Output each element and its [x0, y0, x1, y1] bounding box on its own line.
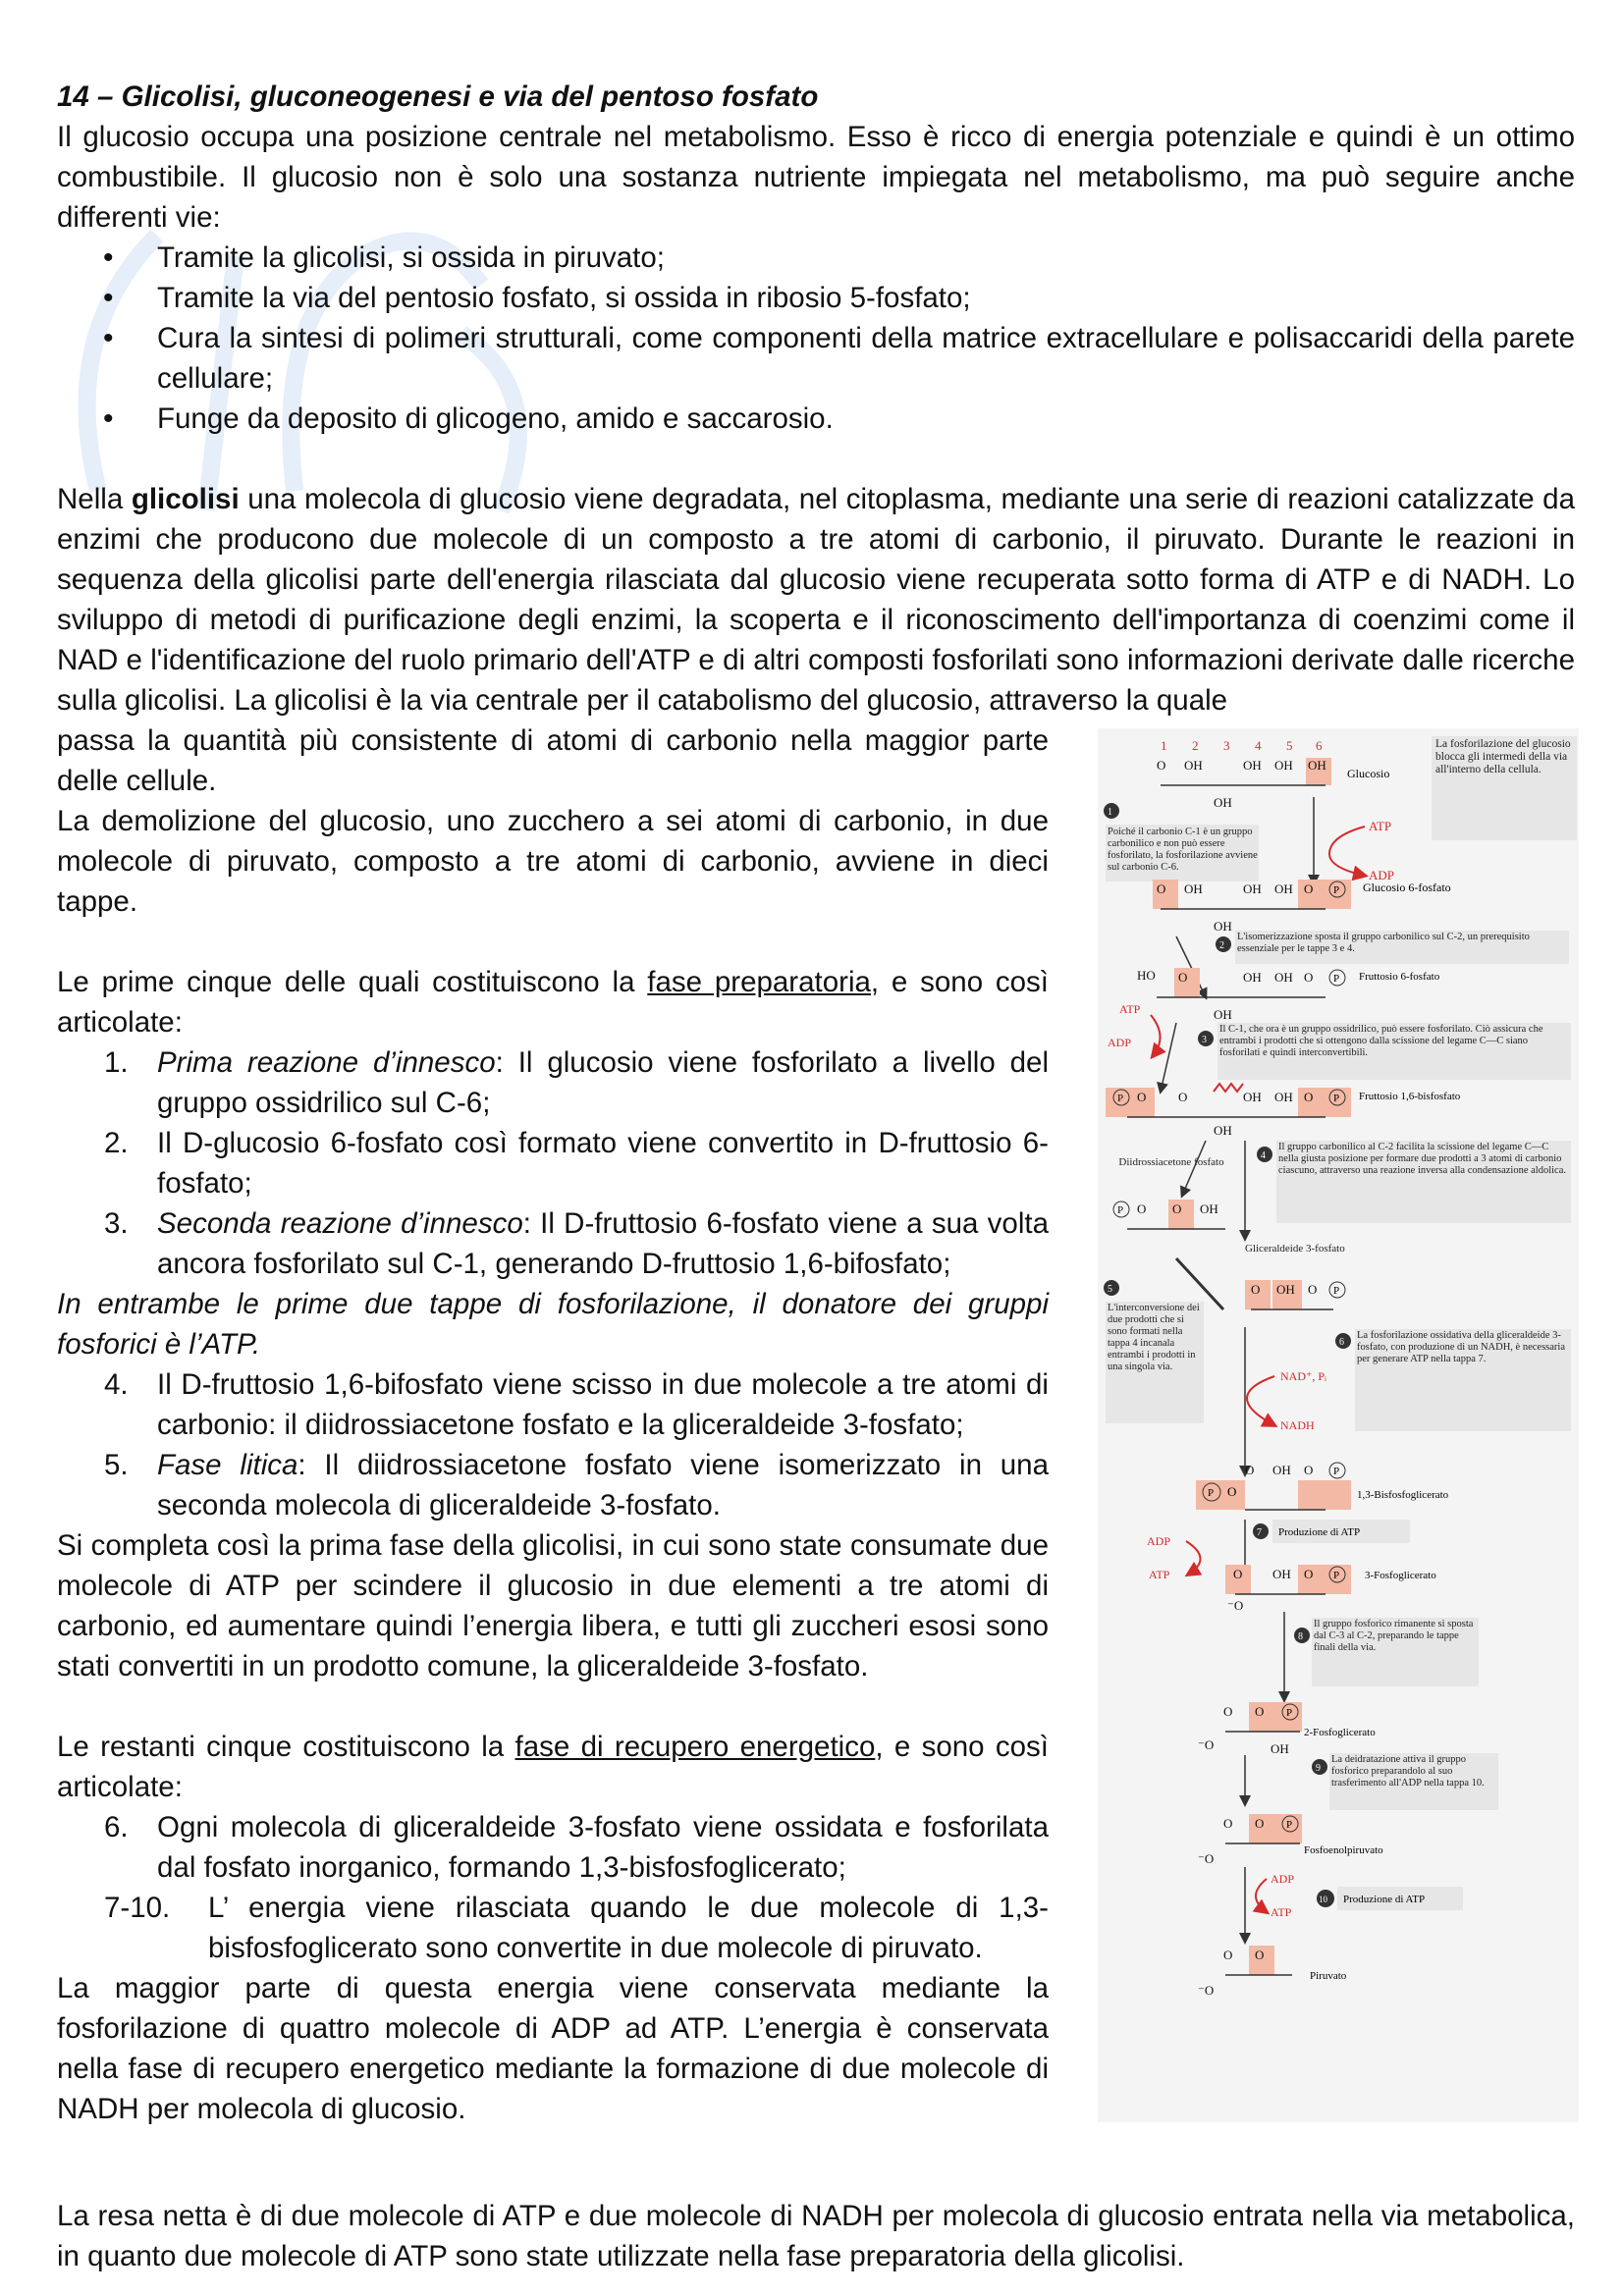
svg-text:O: O: [1245, 1463, 1255, 1477]
list-item: 1. Prima reazione d’innesco: Il glucosio viene fosforilato a livello del gruppo ossidrilico sul C-6;: [104, 1046, 1049, 1119]
step-number: 9: [1316, 1763, 1321, 1774]
svg-text:P: P: [1286, 1707, 1293, 1719]
demolizione-paragraph: La demolizione del glucosio, uno zucchero a sei atomi di carbonio, in due molecole di piruvato, composto a tre atomi di carbonio, avviene in dieci tappe.: [57, 805, 1049, 918]
svg-text:O: O: [1304, 1463, 1314, 1477]
svg-text:O: O: [1157, 881, 1166, 896]
bullet-list: [57, 238, 1575, 439]
svg-text:OH: OH: [1214, 919, 1232, 934]
step-number: 3: [1202, 1035, 1207, 1045]
svg-text:O: O: [1304, 881, 1314, 896]
svg-text:HO: HO: [1137, 968, 1156, 983]
step-number: 8: [1298, 1631, 1303, 1642]
steps-list-3: [57, 1807, 1049, 1968]
svg-text:O: O: [1304, 970, 1314, 985]
note-fosforilazione: La fosforilazione del glucosio blocca gli intermedi della via all'interno della cellula.: [1435, 738, 1571, 775]
svg-text:OH: OH: [1243, 881, 1262, 896]
step-number: 4: [1261, 1150, 1266, 1161]
svg-text:O: O: [1223, 1816, 1233, 1831]
note-step-7: Produzione di ATP: [1278, 1526, 1361, 1538]
svg-text:OH: OH: [1274, 970, 1293, 985]
list-item: • Funge da deposito di glicogeno, amido e saccarosio.: [157, 399, 1575, 439]
step-number: 6: [1339, 1337, 1344, 1348]
note-step-6: La fosforilazione ossidativa della gliceraldeide 3-fosfato, con produzione di un NADH, è necessaria per generare ATP nella tappa 7.: [1357, 1330, 1565, 1364]
glycolysis-diagram: [1098, 728, 1579, 2122]
svg-text:P: P: [1333, 884, 1340, 896]
gap-label: Gliceraldeide 3-fosfato: [1245, 1243, 1345, 1255]
g6p-label: Glucosio 6-fosfato: [1363, 881, 1451, 894]
svg-text:O: O: [1251, 1282, 1261, 1297]
carbon-number: 5: [1286, 738, 1293, 753]
svg-text:O: O: [1227, 1484, 1237, 1499]
svg-text:O: O: [1223, 1704, 1233, 1719]
svg-text:O: O: [1137, 1201, 1147, 1216]
note-step-10: Produzione di ATP: [1343, 1894, 1426, 1905]
note-step-4: Il gruppo carbonilico al C-2 facilita la scissione del legame C—C nella giusta posizione per formare due prodotti a 3 atomi di carbonio ciascuno, attraverso una reazione inversa alla condensazione aldolica.: [1278, 1142, 1566, 1176]
preparatoria-intro: Le prime cinque delle quali costituiscono la fase preparatoria, e sono così articolate:: [57, 966, 1050, 1039]
pg3-label: 3-Fosfoglicerato: [1365, 1570, 1436, 1581]
svg-text:P: P: [1333, 1570, 1340, 1581]
svg-text:OH: OH: [1214, 795, 1232, 810]
svg-text:O: O: [1255, 1816, 1265, 1831]
note-step-2: L'isomerizzazione sposta il gruppo carbonilico sul C-2, un prerequisito essenziale per le tappe 3 e 4.: [1237, 932, 1530, 954]
glicolisi-paragraph: Nella glicolisi una molecola di glucosio viene degradata, nel citoplasma, mediante una serie di reazioni catalizzate da enzimi che producono due molecole di un composto a tre atomi di carbonio, il piruvato. Durante le reazioni in sequenza della glicolisi parte dell'energia rilasciata dal glucosio viene recuperata sotto forma di ATP e di NADH. Lo sviluppo di metodi di purificazione degli enzimi, la scoperta e il riconoscimento dell'importanza di coenzimi come il NAD e l'identificazione del ruolo primario dell'ATP e di altri composti fosforilati sono informazioni derivate dalle ricerche sulla glicolisi. La glicolisi è la via centrale per il catabolismo del glucosio, attraverso la quale: [57, 483, 1575, 717]
donor-note: In entrambe le prime due tappe di fosforilazione, il donatore dei gruppi fosforici è l’ATP.: [57, 1288, 1049, 1361]
step-number: 1: [1108, 807, 1112, 818]
page-title: 14 – Glicolisi, gluconeogenesi e via del pentoso fosfato: [57, 80, 819, 113]
atp-label: ATP: [1149, 1568, 1170, 1581]
carbon-number: 6: [1316, 738, 1323, 753]
list-item: • Cura la sintesi di polimeri strutturali, come componenti della matrice extracellulare e polisaccaridi della parete cellulare;: [157, 318, 1575, 399]
svg-text:OH: OH: [1276, 1282, 1295, 1297]
atp-label: ATP: [1369, 819, 1392, 833]
fbp-label: Fruttosio 1,6-bisfosfato: [1359, 1091, 1461, 1102]
recupero-intro: Le restanti cinque costituiscono la fase di recupero energetico, e sono così articolate:: [57, 1731, 1049, 1803]
svg-text:⁻O: ⁻O: [1198, 1851, 1215, 1866]
svg-text:O: O: [1223, 1948, 1233, 1962]
svg-text:OH: OH: [1243, 1090, 1262, 1104]
svg-text:OH: OH: [1214, 1007, 1232, 1022]
svg-text:O: O: [1172, 1201, 1182, 1216]
prima-fase-paragraph: Si completa così la prima fase della glicolisi, in cui sono state consumate due molecole di ATP per scindere il glucosio in due elementi a tre atomi di carbonio, ed aumentare quindi l’energia libera, e tutti gli zuccheri esosi sono stati convertiti in un prodotto comune, la gliceraldeide 3-fosfato.: [57, 1529, 1049, 1682]
svg-text:P: P: [1117, 1093, 1124, 1104]
note-step-8: Il gruppo fosforico rimanente si sposta dal C-3 al C-2, preparando le tappe finali della via.: [1314, 1619, 1474, 1653]
step-number: 5: [1108, 1284, 1112, 1295]
glicolisi-continuation: passa la quantità più consistente di atomi di carbonio nella maggior parte delle cellule.: [57, 724, 1049, 797]
adp-label: ADP: [1108, 1036, 1132, 1049]
bpg-label: 1,3-Bisfosfoglicerato: [1357, 1489, 1449, 1501]
svg-text:O: O: [1255, 1704, 1265, 1719]
steps-list-1: [57, 1042, 1049, 1284]
svg-text:OH: OH: [1274, 881, 1293, 896]
list-item: 2. Il D-glucosio 6-fosfato così formato viene convertito in D-fruttosio 6-fosfato;: [104, 1127, 1049, 1200]
glucose-label: Glucosio: [1347, 767, 1390, 780]
list-item: 7-10. L’ energia viene rilasciata quando le due molecole di 1,3-bisfosfoglicerato sono convertite in due molecole di piruvato.: [104, 1892, 1049, 1964]
svg-text:OH: OH: [1274, 1090, 1293, 1104]
note-step-9: La deidratazione attiva il gruppo fosforico preparandolo al suo trasferimento all'ADP nella tappa 10.: [1331, 1754, 1485, 1789]
svg-text:O: O: [1255, 1948, 1265, 1962]
svg-text:P: P: [1286, 1819, 1293, 1831]
list-item: • Tramite la glicolisi, si ossida in piruvato;: [157, 238, 1575, 278]
list-item: • Tramite la via del pentosio fosfato, si ossida in ribosio 5-fosfato;: [157, 278, 1575, 318]
svg-text:P: P: [1333, 973, 1340, 985]
narrow-column: [57, 721, 1049, 2129]
atp-label: ATP: [1119, 1002, 1141, 1016]
svg-text:P: P: [1333, 1466, 1340, 1477]
svg-text:OH: OH: [1272, 1463, 1291, 1477]
svg-text:OH: OH: [1271, 1741, 1289, 1756]
atp-label: ATP: [1271, 1905, 1292, 1919]
steps-list-2: [57, 1364, 1049, 1525]
svg-text:OH: OH: [1184, 758, 1203, 773]
energia-paragraph: La maggior parte di questa energia viene conservata mediante la fosforilazione di quattro molecole di ADP ad ATP. L’energia è conservata nella fase di recupero energetico mediante la formazione di due molecole di NADH per molecola di glucosio.: [57, 1972, 1049, 2125]
svg-text:⁻O: ⁻O: [1198, 1737, 1215, 1752]
nadh-label: NADH: [1280, 1418, 1315, 1432]
nad-label: NAD⁺, Pᵢ: [1280, 1369, 1326, 1383]
f6p-label: Fruttosio 6-fosfato: [1359, 971, 1440, 983]
step-number: 10: [1319, 1895, 1327, 1904]
svg-text:OH: OH: [1274, 758, 1293, 773]
svg-text:O: O: [1304, 1567, 1314, 1581]
svg-text:OH: OH: [1243, 758, 1262, 773]
note-step-3: Il C-1, che ora è un gruppo ossidrilico, può essere fosforilato. Ciò assicura che entrambi i prodotti che si ottengono dalla scissione del legame C—C siano fosforilati e quindi interconvertibili.: [1219, 1024, 1543, 1058]
carbon-number: 3: [1223, 738, 1230, 753]
svg-text:P: P: [1208, 1487, 1215, 1499]
carbon-number: 1: [1161, 738, 1167, 753]
carbon-number: 2: [1192, 738, 1199, 753]
adp-label: ADP: [1147, 1534, 1171, 1548]
svg-text:OH: OH: [1308, 758, 1326, 773]
list-item: 6. Ogni molecola di gliceraldeide 3-fosfato viene ossidata e fosforilata dal fosfato inorganico, formando 1,3-bisfosfoglicerato;: [104, 1811, 1049, 1884]
svg-text:O: O: [1308, 1282, 1318, 1297]
svg-text:O: O: [1157, 758, 1166, 773]
dhap-label: Diidrossiacetone fosfato: [1118, 1156, 1224, 1168]
list-item: 5. Fase litica: Il diidrossiacetone fosfato viene isomerizzato in una seconda molecola di gliceraldeide 3-fosfato.: [104, 1449, 1049, 1522]
pep-label: Fosfoenolpiruvato: [1304, 1844, 1383, 1856]
svg-text:OH: OH: [1200, 1201, 1218, 1216]
svg-text:OH: OH: [1243, 970, 1262, 985]
step-number: 2: [1219, 940, 1224, 951]
list-item: 4. Il D-fruttosio 1,6-bifosfato viene scisso in due molecole a tre atomi di carbonio: il diidrossiacetone fosfato e la gliceraldeide 3-fosfato;: [104, 1368, 1049, 1441]
step-number: 7: [1257, 1527, 1262, 1538]
svg-text:P: P: [1333, 1285, 1340, 1297]
resa-paragraph: La resa netta è di due molecole di ATP e due molecole di NADH per molecola di glucosio entrata nella via metabolica, in quanto due molecole di ATP sono state utilizzate nella fase preparatoria della glicolisi.: [57, 2200, 1575, 2272]
adp-label: ADP: [1271, 1872, 1295, 1886]
svg-text:P: P: [1117, 1204, 1124, 1216]
svg-text:O: O: [1178, 1090, 1188, 1104]
svg-text:O: O: [1233, 1567, 1243, 1581]
pg2-label: 2-Fosfoglicerato: [1304, 1727, 1376, 1738]
svg-text:⁻O: ⁻O: [1227, 1598, 1244, 1613]
svg-text:OH: OH: [1184, 881, 1203, 896]
list-item: 3. Seconda reazione d’innesco: Il D-fruttosio 6-fosfato viene a sua volta ancora fosforilato sul C-1, generando D-fruttosio 1,6-bifosfato;: [104, 1207, 1049, 1280]
svg-text:OH: OH: [1272, 1567, 1291, 1581]
svg-text:⁻O: ⁻O: [1198, 1983, 1215, 1998]
svg-text:O: O: [1304, 1090, 1314, 1104]
svg-text:O: O: [1178, 970, 1188, 985]
svg-text:O: O: [1137, 1090, 1147, 1104]
piruvato-label: Piruvato: [1310, 1970, 1347, 1982]
carbon-number: 4: [1255, 738, 1262, 753]
intro-paragraph: Il glucosio occupa una posizione centrale nel metabolismo. Esso è ricco di energia potenziale e quindi è un ottimo combustibile. Il glucosio non è solo una sostanza nutriente impiegata nel metabolismo, ma può seguire anche differenti vie:: [57, 121, 1575, 234]
svg-text:P: P: [1333, 1093, 1340, 1104]
svg-text:OH: OH: [1214, 1123, 1232, 1138]
note-step-1: Poiché il carbonio C-1 è un gruppo carbonilico e non può essere fosforilato, la fosforilazione avviene sul carbonio C-6.: [1108, 827, 1258, 873]
adp-label: ADP: [1369, 868, 1395, 882]
note-step-5: L'interconversione dei due prodotti che si sono formati nella tappa 4 incanala entrambi i prodotti in una singola via.: [1108, 1303, 1200, 1372]
